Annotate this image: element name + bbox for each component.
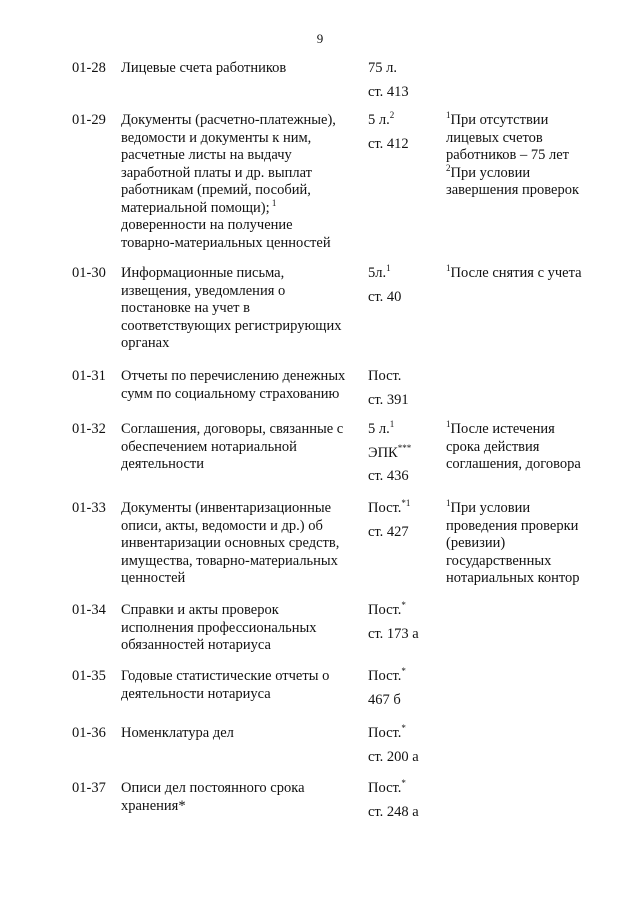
row-code: 01-29 xyxy=(72,112,106,128)
note-line: государственных xyxy=(446,552,552,569)
term-line: Пост.$^{*1}$ xyxy=(368,498,411,516)
note-line: завершения проверок xyxy=(446,182,580,198)
description-line: органах xyxy=(121,335,170,351)
footnote-mark: 1 xyxy=(389,419,395,429)
row-description xyxy=(121,112,353,252)
description-line: товарно-материальных ценностей xyxy=(121,234,331,251)
footnote-mark: 1 xyxy=(269,197,277,208)
note-line: $^2$При условии xyxy=(446,162,531,181)
term-line: 5 л.$^2$ xyxy=(368,110,395,128)
term-line: ст. 412 xyxy=(368,135,409,152)
description-line: Годовые статистические отчеты о xyxy=(121,668,330,684)
page-number: 9 xyxy=(316,31,324,46)
row-description xyxy=(121,500,353,588)
description-line: обязанностей нотариуса xyxy=(121,637,271,653)
term-line: ст. 248 а xyxy=(368,803,419,820)
row-description xyxy=(121,421,353,474)
row-description xyxy=(121,668,353,703)
footnote-mark: 2 xyxy=(389,110,395,120)
description-line: обеспечением нотариальной xyxy=(121,438,297,455)
term-line: ЭПК*** xyxy=(368,442,412,461)
note-line: работников – 75 лет xyxy=(446,147,570,163)
row-retention-term xyxy=(368,265,438,306)
row-description xyxy=(121,265,353,353)
row-note xyxy=(446,112,606,200)
term-line: Пост.* xyxy=(368,778,406,796)
description-line: имущества, товарно-материальных xyxy=(121,552,338,569)
row-code: 01-31 xyxy=(72,368,106,384)
footnote-mark: 1 xyxy=(386,263,391,273)
row-description xyxy=(121,602,353,655)
row-retention-term xyxy=(368,421,438,486)
description-line: Документы (инвентаризационные xyxy=(121,500,332,516)
row-code: 01-30 xyxy=(72,265,106,281)
row-code: 01-36 xyxy=(72,725,106,741)
row-retention-term xyxy=(368,668,438,709)
footnote-mark: *1 xyxy=(401,498,411,508)
row-retention-term xyxy=(368,780,438,821)
description-line: соответствующих регистрирующих xyxy=(121,317,342,334)
description-line: постановке на учет в xyxy=(121,300,250,316)
row-code: 01-37 xyxy=(72,780,106,796)
footnote-mark: * xyxy=(401,723,406,733)
note-line: нотариальных контор xyxy=(446,570,580,586)
term-line: ст. 391 xyxy=(368,391,409,408)
row-code: 01-32 xyxy=(72,421,106,437)
description-line: доверенности на получение xyxy=(121,217,293,233)
row-code: 01-34 xyxy=(72,602,106,618)
description-line: Соглашения, договоры, связанные с xyxy=(121,421,344,437)
description-line: инвентаризации основных средств, xyxy=(121,535,340,551)
row-code: 01-28 xyxy=(72,60,106,76)
footnote-mark: *** xyxy=(397,442,412,453)
description-line: Описи дел постоянного срока xyxy=(121,780,305,796)
row-description xyxy=(121,60,353,78)
note-line: лицевых счетов xyxy=(446,129,543,146)
term-line: ст. 413 xyxy=(368,83,409,100)
note-line: соглашения, договора xyxy=(446,456,581,472)
row-retention-term xyxy=(368,602,438,643)
description-line: ведомости и документы к ним, xyxy=(121,129,312,146)
description-line: хранения* xyxy=(121,797,186,814)
term-line: Пост.* xyxy=(368,600,406,618)
description-line: сумм по социальному страхованию xyxy=(121,385,340,402)
description-line: расчетные листы на выдачу xyxy=(121,147,292,163)
footnote-mark: * xyxy=(401,778,406,788)
description-line: Документы (расчетно-платежные), xyxy=(121,112,336,128)
footnote-mark: 2 xyxy=(446,162,451,173)
description-line: извещения, уведомления о xyxy=(121,282,286,299)
term-line: 5 л.$^1$ xyxy=(368,419,395,437)
footnote-mark: 1 xyxy=(446,263,451,273)
row-retention-term xyxy=(368,368,438,409)
footnote-mark: 1 xyxy=(446,110,451,120)
term-line: ст. 427 xyxy=(368,523,409,540)
row-note xyxy=(446,265,606,283)
row-retention-term xyxy=(368,725,438,766)
description-line: Номенклатура дел xyxy=(121,725,234,741)
term-line: ст. 200 а xyxy=(368,748,419,765)
row-code: 01-33 xyxy=(72,500,106,516)
description-line: ценностей xyxy=(121,570,186,586)
description-line: Лицевые счета работников xyxy=(121,60,287,76)
description-line: Отчеты по перечислению денежных xyxy=(121,368,346,384)
term-line: ст. 40 xyxy=(368,288,402,305)
footnote-mark: 1 xyxy=(446,419,451,429)
row-description xyxy=(121,368,353,403)
description-line: описи, акты, ведомости и др.) об xyxy=(121,517,323,534)
term-line: ст. 436 xyxy=(368,468,409,484)
description-line: заработной платы и др. выплат xyxy=(121,164,313,181)
term-line: Пост.* xyxy=(368,666,406,684)
note-line: $^1$После истечения xyxy=(446,419,555,437)
row-description xyxy=(121,780,353,815)
note-line: проведения проверки xyxy=(446,517,579,534)
term-line: 75 л. xyxy=(368,60,397,76)
description-line: деятельности нотариуса xyxy=(121,685,271,702)
description-line: исполнения профессиональных xyxy=(121,619,317,636)
note-line: (ревизии) xyxy=(446,535,506,551)
row-retention-term xyxy=(368,500,438,541)
note-line: $^1$При условии xyxy=(446,498,531,516)
description-line: работникам (премий, пособий, xyxy=(121,182,311,198)
row-note xyxy=(446,421,606,474)
term-line: Пост.* xyxy=(368,723,406,741)
description-line: материальной помощи); $^1$ xyxy=(121,197,277,216)
row-description xyxy=(121,725,353,743)
note-line: $^1$При отсутствии xyxy=(446,110,549,128)
row-note xyxy=(446,500,606,588)
footnote-mark: 1 xyxy=(446,498,451,508)
description-line: деятельности xyxy=(121,456,205,472)
note-line: срока действия xyxy=(446,438,540,455)
row-code: 01-35 xyxy=(72,668,106,684)
term-line: 467 б xyxy=(368,691,401,708)
row-retention-term xyxy=(368,60,438,101)
footnote-mark: * xyxy=(401,600,406,610)
description-line: Справки и акты проверок xyxy=(121,602,279,618)
term-line: 5л.$^1$ xyxy=(368,263,391,281)
footnote-mark: * xyxy=(401,666,406,676)
term-line: ст. 173 а xyxy=(368,625,419,642)
term-line: Пост. xyxy=(368,368,402,384)
description-line: Информационные письма, xyxy=(121,265,285,281)
note-line: $^1$После снятия с учета xyxy=(446,263,582,281)
row-retention-term xyxy=(368,112,438,153)
